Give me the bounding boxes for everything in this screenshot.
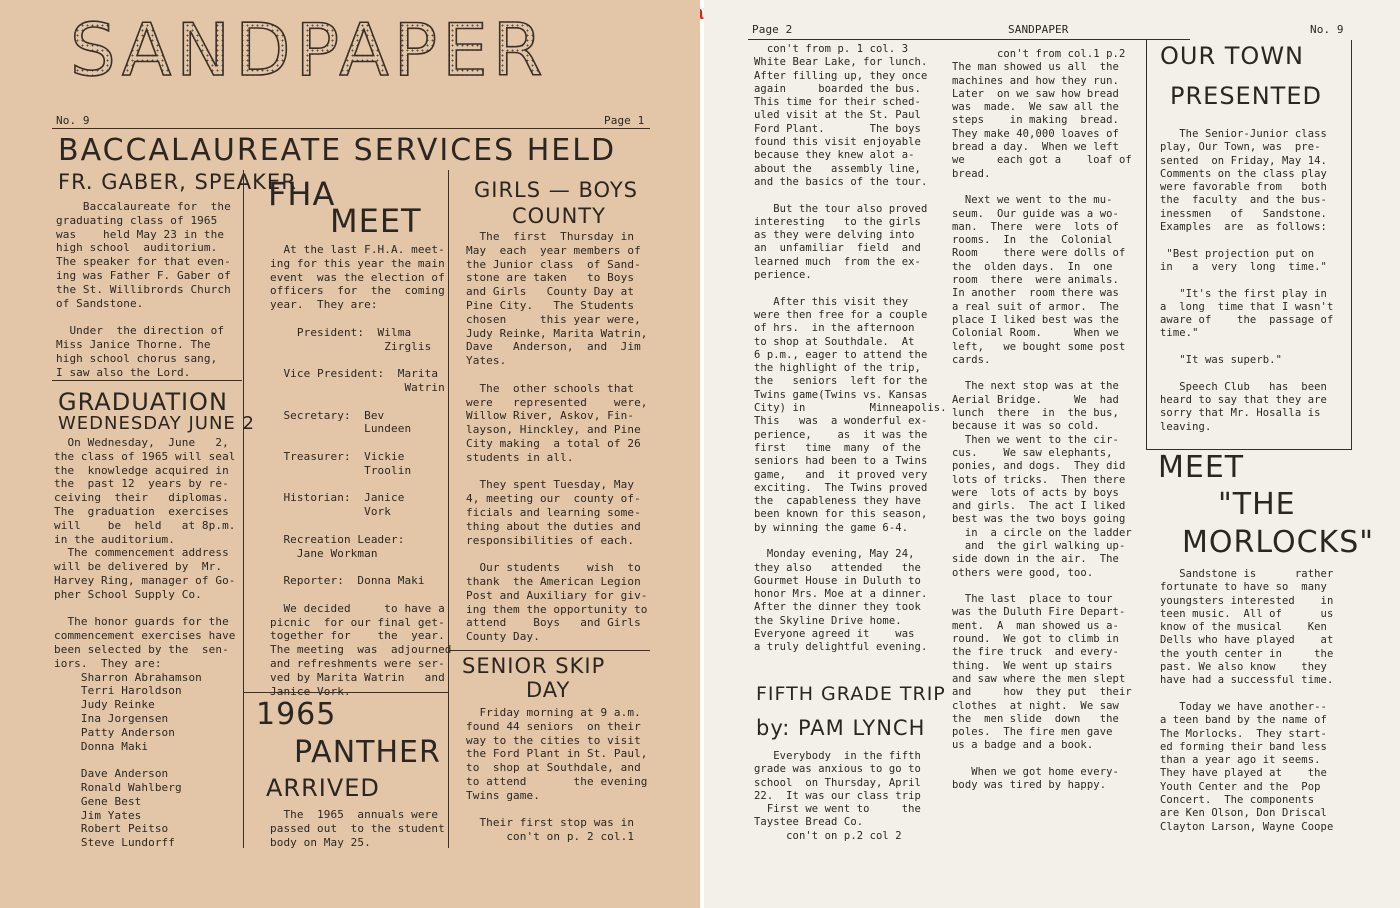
masthead-rule (52, 128, 650, 129)
box-left-border (1146, 40, 1147, 450)
county-title-2: COUNTY (512, 204, 606, 228)
fha-article: At the last F.H.A. meet- ing for this year the main event was the election of officers for the coming year. They are: President: Wilma Zirglis Vice President: Marita Watrin Secretary: Bev Lundeen Treasurer: Vickie Troolin Historian: Janice Vork Recreation Leader: Jane Workman Reporter: Donna Maki We decided to have a picnic for our final get- together for the year. The meeting was adjourned and refreshments were ser- ved by Marita Watrin and Janice Vork. (270, 243, 452, 698)
morlocks-title-2: "THE (1218, 487, 1296, 522)
page-number: Page 2 (752, 23, 793, 36)
morlocks-article: Sandstone is rather fortunate to have so many youngsters interested in teen music. All of us know of the musical Ken Dells who have played at the youth center in the past. We also know they have had a successful time. Today we have another-- a teen band by the name of The Morlocks. They start- ed forming their band less than a year ago it seems. They have played at the Youth Center and the Pop Concert. The components are Ken Olson, Don Driscal Clayton Larson, Wayne Coope (1160, 568, 1334, 833)
our-town-title: OUR TOWN (1160, 42, 1304, 70)
column-divider (448, 170, 449, 848)
morlocks-title: MEET (1158, 450, 1245, 485)
main-headline: BACCALAUREATE SERVICES HELD (58, 133, 617, 168)
skip-day-article: Friday morning at 9 a.m. found 44 seniors on their way to the cities to visit the Ford Plant in St. Paul, to shop at Southdale, and to attend the evening Twins game. Their first stop was in con't on p. 2 col.1 (466, 706, 648, 844)
skip-day-continued: con't from p. 1 col. 3 White Bear Lake, for lunch. After filling up, they once again boarded the bus. This time for their sched- uled visit at the St. Paul Ford Plant. The boys found this visit enjoyable because they knew alot a- about the assembly line, and the basics of the tour. But the tour also proved interesting to the girls as they were delving into an unfamiliar field and learned much from the ex- perience. After this visit they were then free for a couple of hrs. in the afternoon to shop at Southdale. At 6 p.m., eager to attend the the highlight of the trip, the seniors left for the Twins game(Twins vs. Kansas City) in Minneapolis. This was a wonderful ex- perience, as it was the first time many of the seniors had been to a Twins game, and it proved very exciting. The Twins proved the capableness they have been known for this season, by winning the game 6-4. Monday evening, May 24, they also attended the Gourmet House in Duluth to honor Mrs. Moe at a dinner. After the dinner they took the Skyline Drive home. Everyone agreed it was a truly delightful evening. (754, 43, 947, 654)
morlocks-title-3: MORLOCKS" (1182, 525, 1375, 560)
fha-title: FHA (268, 175, 336, 213)
panther-subtitle: ARRIVED (266, 774, 380, 802)
fifth-grade-title: FIFTH GRADE TRIP (756, 683, 946, 705)
header-rule (748, 39, 1190, 40)
graduation-article: On Wednesday, June 2, the class of 1965 will seal the knowledge acquired in the past 12 years by re- ceiving their diplomas. The graduation exercises will be held at 8p.m. in the auditorium. The commencement address will be delivered by Mr. Harvey Ring, manager of Go- pher School Supply Co. The honor guards for the commencement exercises have been selected by the sen- iors. They are: Sharron Abrahamson Terri Haroldson Judy Reinke Ina Jorgensen Patty Anderson Donna Maki Dave Anderson Ronald Wahlberg Gene Best Jim Yates Robert Peitso Steve Lundorff (54, 436, 236, 850)
fifth-grade-continued: con't from col.1 p.2 The man showed us all the machines and how they run. Later on we saw how bread was made. We saw all the steps in making bread. They make 40,000 loaves of bread a day. When we left we each got a loaf of bread. Next we went to the mu- seum. Our guide was a wo- man. There were lots of rooms. In the Colonial Room there were dolls of the olden days. In one room there were animals. In another room there was a real suit of armor. The place I liked best was the Colonial Room. When we left, we bought some post cards. The next stop was at the Aerial Bridge. We had lunch there in the bus, because it was so cold. Then we went to the cir- cus. We saw elephants, ponies, and dogs. They did lots of tricks. Then there were lots of acts by boys and girls. The act I liked best was the two boys going in a circle on the ladder and the girl walking up- side down in the air. The others were good, too. The last place to tour was the Duluth Fire Depart- ment. A man showed us a- round. We got to climb in the fire truck and every- thing. We went up stairs and saw where the men slept and how they put their clothes at night. We saw the men slide down the poles. The fire men gave us a badge and a book. When we got home every- body was tired by happy. (952, 48, 1132, 792)
bacc-subhead: FR. GABER, SPEAKER (58, 170, 297, 194)
box-right-border (1351, 40, 1352, 450)
our-town-article: The Senior-Junior class play, Our Town, was pre- sented on Friday, May 14. Comments on the class play were favorable from both the faculty and the bus- inessmen of Sandstone. Examples are as follows: "Best projection put on in a very long time." "It's the first play in a long time that I wasn't aware of the passage of time." "It was superb." Speech Club has been heard to say that they are sorry that Mr. Hosalla is leaving. (1160, 128, 1334, 433)
column-rule (448, 650, 650, 651)
skip-day-title-2: DAY (526, 678, 571, 702)
fha-title-2: MEET (330, 202, 422, 240)
masthead-small: SANDPAPER (1008, 23, 1069, 36)
column-divider (243, 170, 244, 848)
masthead: SANDPAPER (70, 8, 548, 92)
page-number: Page 1 (604, 114, 645, 127)
newspaper-page-2 (704, 0, 1400, 908)
panther-article: The 1965 annuals were passed out to the student body on May 25. (270, 808, 445, 849)
county-article: The first Thursday in May each year members of the Junior class of Sand- stone are taken to Boys and Girls County Day at Pine City. The Students chosen this year were, Judy Reinke, Marita Watrin, Dave Anderson, and Jim Yates. The other schools that were represented were, Willow River, Askov, Fin- layson, Hinckley, and Pine City making a total of 26 students in all. They spent Tuesday, May 4, meeting our county of- ficials and learning some- thing about the duties and responsibilities of each. Our students wish to thank the American Legion Post and Auxiliary for giv- ing them the opportunity to attend Boys and Girls County Day. (466, 230, 648, 644)
issue-number: No. 9 (56, 114, 90, 127)
column-rule (243, 692, 448, 693)
panther-title: PANTHER (294, 735, 441, 770)
county-title: GIRLS — BOYS (474, 178, 639, 202)
our-town-title-2: PRESENTED (1170, 82, 1322, 110)
graduation-date: WEDNESDAY JUNE 2 (58, 413, 255, 434)
issue-number: No. 9 (1310, 23, 1344, 36)
panther-year: 1965 (256, 697, 337, 732)
graduation-title: GRADUATION (58, 388, 228, 416)
skip-day-title: SENIOR SKIP (462, 654, 606, 678)
column-rule (52, 380, 242, 381)
bacc-article: Baccalaureate for the graduating class of 1965 was held May 23 in the high school auditorium. The speaker for that even- ing was Father F. Gaber of the St. Willibrords Church of Sandstone. Under the direction of Miss Janice Thorne. The high school chorus sang, I saw also the Lord. (56, 200, 231, 379)
fifth-grade-article: Everybody in the fifth grade was anxious to go to school on Thursday, April 22. It was our class trip First we went to the Taystee Bread Co. con't on p.2 col 2 (754, 750, 921, 842)
fifth-grade-byline: by: PAM LYNCH (756, 716, 926, 740)
